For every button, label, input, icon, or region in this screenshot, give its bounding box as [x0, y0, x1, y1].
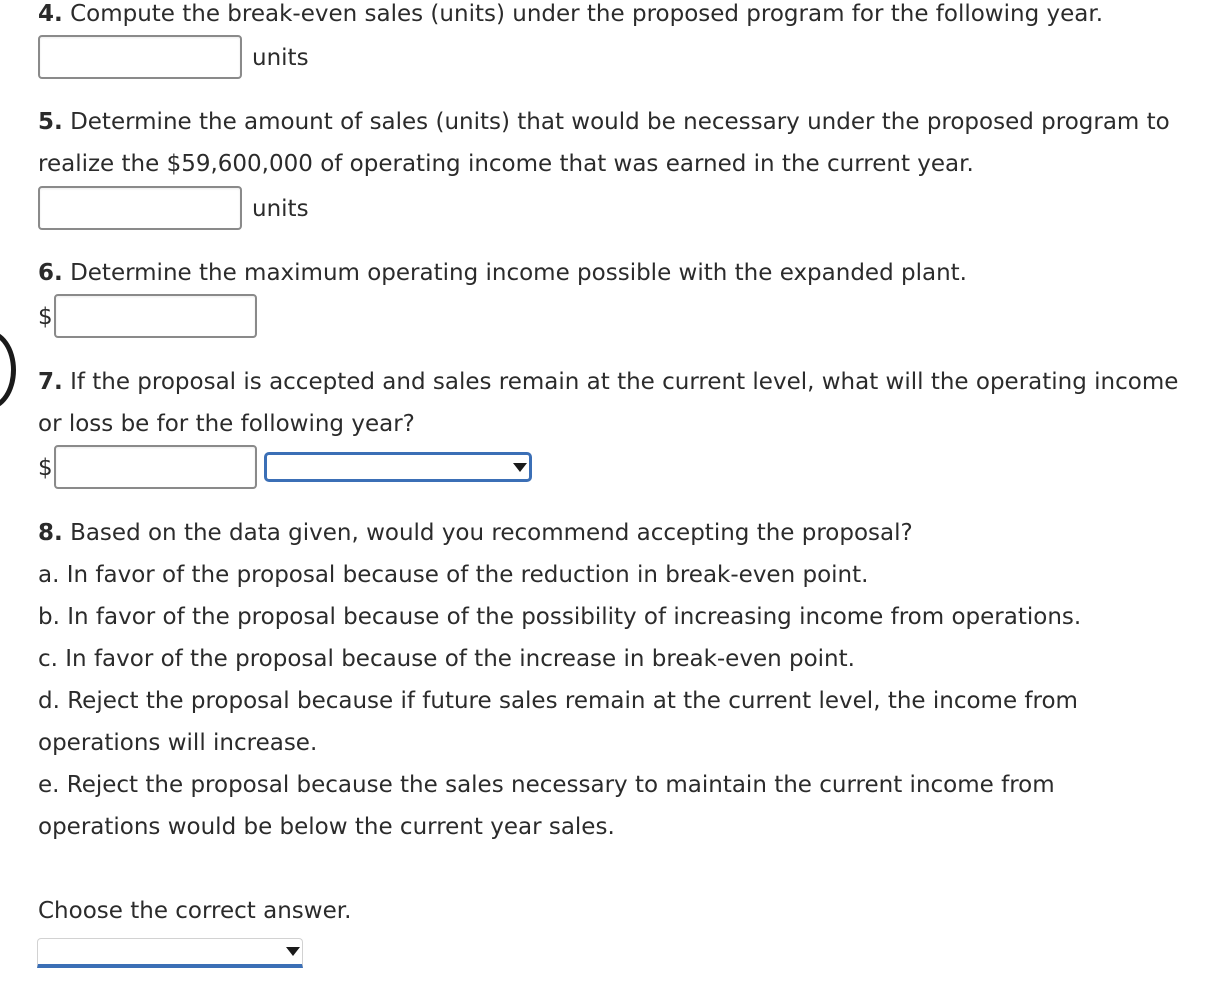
- side-circle-icon: [0, 330, 16, 410]
- q4-units-input[interactable]: [38, 35, 242, 79]
- q8-answer-select[interactable]: [37, 938, 303, 968]
- question-4-number: 4.: [38, 1, 63, 27]
- option-b: b. In favor of the proposal because of the possibility of increasing income from operations.: [38, 604, 1082, 630]
- q6-dollar-sign: $: [38, 304, 53, 330]
- q4-units-label: units: [252, 45, 309, 71]
- q7-dollar-sign: $: [38, 455, 53, 481]
- q7-income-loss-select[interactable]: [264, 452, 532, 482]
- question-7-number: 7.: [38, 369, 63, 395]
- choose-answer-label: Choose the correct answer.: [38, 898, 352, 924]
- q5-units-input[interactable]: [38, 186, 242, 230]
- question-8-text: Based on the data given, would you recommend accepting the proposal?: [70, 520, 913, 546]
- question-5-number: 5.: [38, 109, 63, 135]
- option-a: a. In favor of the proposal because of the reduction in break-even point.: [38, 562, 869, 588]
- question-7: [38, 361, 1202, 445]
- q7-amount-input[interactable]: [54, 445, 257, 489]
- option-c: c. In favor of the proposal because of the increase in break-even point.: [38, 646, 855, 672]
- question-6-text: Determine the maximum operating income possible with the expanded plant.: [70, 260, 967, 286]
- question-4: [38, 0, 1202, 35]
- caret-down-icon: [286, 947, 300, 956]
- question-7-text: If the proposal is accepted and sales remain at the current level, what will the operating income or loss be for the following year?: [38, 369, 1179, 437]
- question-6-number: 6.: [38, 260, 63, 286]
- question-5-text: Determine the amount of sales (units) that would be necessary under the proposed program to realize the $59,600,000 of operating income that was earned in the current year.: [38, 109, 1170, 177]
- question-8: [38, 512, 1202, 848]
- question-8-number: 8.: [38, 520, 63, 546]
- q5-units-label: units: [252, 196, 309, 222]
- caret-down-icon: [513, 463, 527, 472]
- question-5: [38, 101, 1202, 185]
- q6-amount-input[interactable]: [54, 294, 257, 338]
- option-e: e. Reject the proposal because the sales necessary to maintain the current income from operations would be below the current year sales.: [38, 772, 1055, 840]
- option-d: d. Reject the proposal because if future sales remain at the current level, the income from operations will increase.: [38, 688, 1078, 756]
- question-4-text: Compute the break-even sales (units) under the proposed program for the following year.: [70, 1, 1104, 27]
- question-6: [38, 252, 1202, 294]
